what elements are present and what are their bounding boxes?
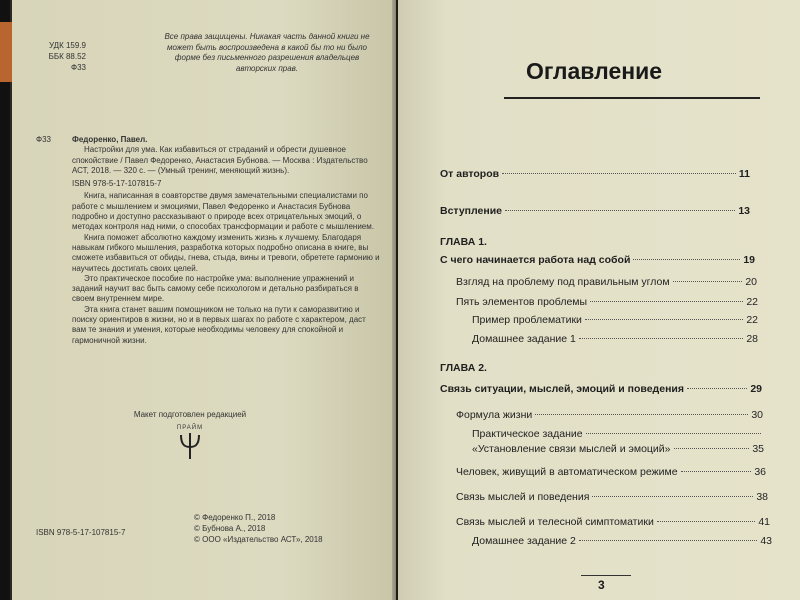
editorial-note: [120, 410, 260, 461]
page-number-rule: [581, 575, 631, 576]
toc-entry-page: 19: [743, 254, 755, 266]
toc-entry-label: Человек, живущий в автоматическом режиме: [456, 466, 678, 478]
annotation-paragraph: Это практическое пособие по настройке ума: выполнение упражнений и заданий научит вас быть самому себе психологом и детально разбираться в своем внутреннем мире.: [72, 273, 359, 304]
toc-entry-label: Связь мыслей и телесной симптоматики: [456, 516, 654, 528]
chapter-heading: ГЛАВА 2.: [440, 362, 487, 374]
toc-entry-label: Пример проблематики: [472, 314, 582, 326]
publisher-logo: [120, 425, 260, 461]
toc-entry-page: 35: [752, 443, 764, 455]
right-page: [398, 0, 800, 600]
toc-entry-page: 43: [760, 535, 772, 547]
chapter-heading: ГЛАВА 1.: [440, 236, 487, 248]
toc-entry: [472, 535, 772, 547]
annotation-paragraph: Эта книга станет вашим помощником не только на пути к саморазвитию и поиску ориентиров в жизни, но и в первых шагах по работе с характером, даст вам те знания и умения, которые необходимы человеку для спокойной и гармоничной жизни.: [72, 304, 366, 345]
bbk-code: ББК 88.52: [48, 52, 86, 61]
annotation-paragraph: Книга, написанная в соавторстве двумя замечательными специалистами по работе с мышлением и эмоциями, Павел Федоренко и Анастасия Бубнова подробно и доступно рассказывают о природе всех отрицательных эмоций, о методах контроля над ними, о способах трансформации и работе с мышлением.: [72, 191, 374, 232]
toc-entry-label: «Установление связи мыслей и эмоций»: [472, 443, 671, 455]
toc-entry: [456, 491, 768, 503]
toc-entry-label: Вступление: [440, 205, 503, 217]
toc-entry: [472, 428, 764, 440]
toc-entry: [456, 516, 770, 528]
toc-entry: [456, 296, 758, 308]
bibliographic-record: [36, 135, 381, 346]
page-number: 3: [598, 578, 605, 592]
rights-notice: Все права защищены. Никакая часть данной книги не может быть воспроизведена в какой бы то ни было форме без письменного разрешения владельцев авторских прав.: [164, 32, 370, 73]
toc-entry-page: 20: [745, 276, 757, 288]
copyright-line: © Федоренко П., 2018: [194, 513, 276, 522]
toc-entry-label: Домашнее задание 2: [472, 535, 576, 547]
toc-entry-label: С чего начинается работа над собой: [440, 254, 631, 266]
book-spine: [0, 0, 10, 600]
left-page: [12, 0, 396, 600]
title-underline: [504, 97, 760, 99]
toc-entry-page: 11: [738, 168, 750, 180]
classification-codes: [48, 40, 86, 73]
toc-entry-page: 36: [754, 466, 766, 478]
toc-entry: [472, 333, 758, 345]
toc-entry-label: Пять элементов проблемы: [456, 296, 588, 308]
annotation-paragraph: Книга поможет абсолютно каждому изменить жизнь к лучшему. Благодаря навыкам гибкого мышления, разработка которых подробно описана в книге, вы сможете избавиться от обиды, гнева, стыда, вины и тревоги, обретете гармонию и научитесь достигать своих целей.: [72, 232, 380, 273]
fz-code: Ф33: [36, 135, 51, 144]
author-mark: Ф33: [71, 63, 86, 72]
toc-entry-label: Практическое задание: [472, 428, 583, 440]
toc-entry-page: 29: [750, 383, 762, 395]
toc-entry-page: 22: [746, 314, 758, 326]
toc-entry: [440, 168, 750, 180]
psi-icon: [179, 431, 201, 461]
toc-title: Оглавление: [526, 58, 663, 84]
toc-entry: [456, 466, 766, 478]
toc-entry-label: Связь ситуации, мыслей, эмоций и поведения: [440, 383, 684, 395]
toc-entry-label: Формула жизни: [456, 409, 533, 421]
editorial-text: Макет подготовлен редакцией: [133, 410, 247, 419]
toc-entry-label: Взгляд на проблему под правильным углом: [456, 276, 670, 288]
udc-code: УДК 159.9: [48, 41, 86, 50]
toc-entry-page: 13: [738, 205, 750, 217]
toc-entry-label: Домашнее задание 1: [472, 333, 576, 345]
author-heading: Федоренко, Павел.: [72, 135, 148, 144]
toc-entry-page: 22: [746, 296, 758, 308]
cover-edge: [0, 22, 12, 82]
bibliographic-description: Настройки для ума. Как избавиться от страданий и обрести душевное спокойствие / Павел Федоренко, Анастасия Бубнова. — Москва : Издательство АСТ, 2018. — 320 с. — (Умный тренинг, меняющий жизнь).: [72, 145, 368, 175]
copyright-list: [194, 512, 323, 545]
toc-entry-label: От авторов: [440, 168, 500, 180]
toc-entry: [472, 314, 758, 326]
toc-chapter-title: [440, 383, 762, 395]
toc-entry: [440, 205, 750, 217]
copyright-line: © ООО «Издательство АСТ», 2018: [194, 535, 323, 544]
toc-chapter-title: [440, 254, 755, 266]
isbn-bottom: ISBN 978-5-17-107815-7: [36, 528, 126, 537]
toc-entry-page: 28: [746, 333, 758, 345]
copyright-line: © Бубнова А., 2018: [194, 524, 266, 533]
toc-entry: [456, 276, 757, 288]
toc-entry: [456, 409, 763, 421]
toc-entry-page: 30: [751, 409, 763, 421]
toc-entry-page: 41: [758, 516, 770, 528]
toc-entry: [472, 443, 764, 455]
isbn: ISBN 978-5-17-107815-7: [72, 179, 162, 189]
toc-entry-label: Связь мыслей и поведения: [456, 491, 590, 503]
toc-entry-page: 38: [756, 491, 768, 503]
logo-word: ПРАЙМ: [176, 425, 204, 431]
